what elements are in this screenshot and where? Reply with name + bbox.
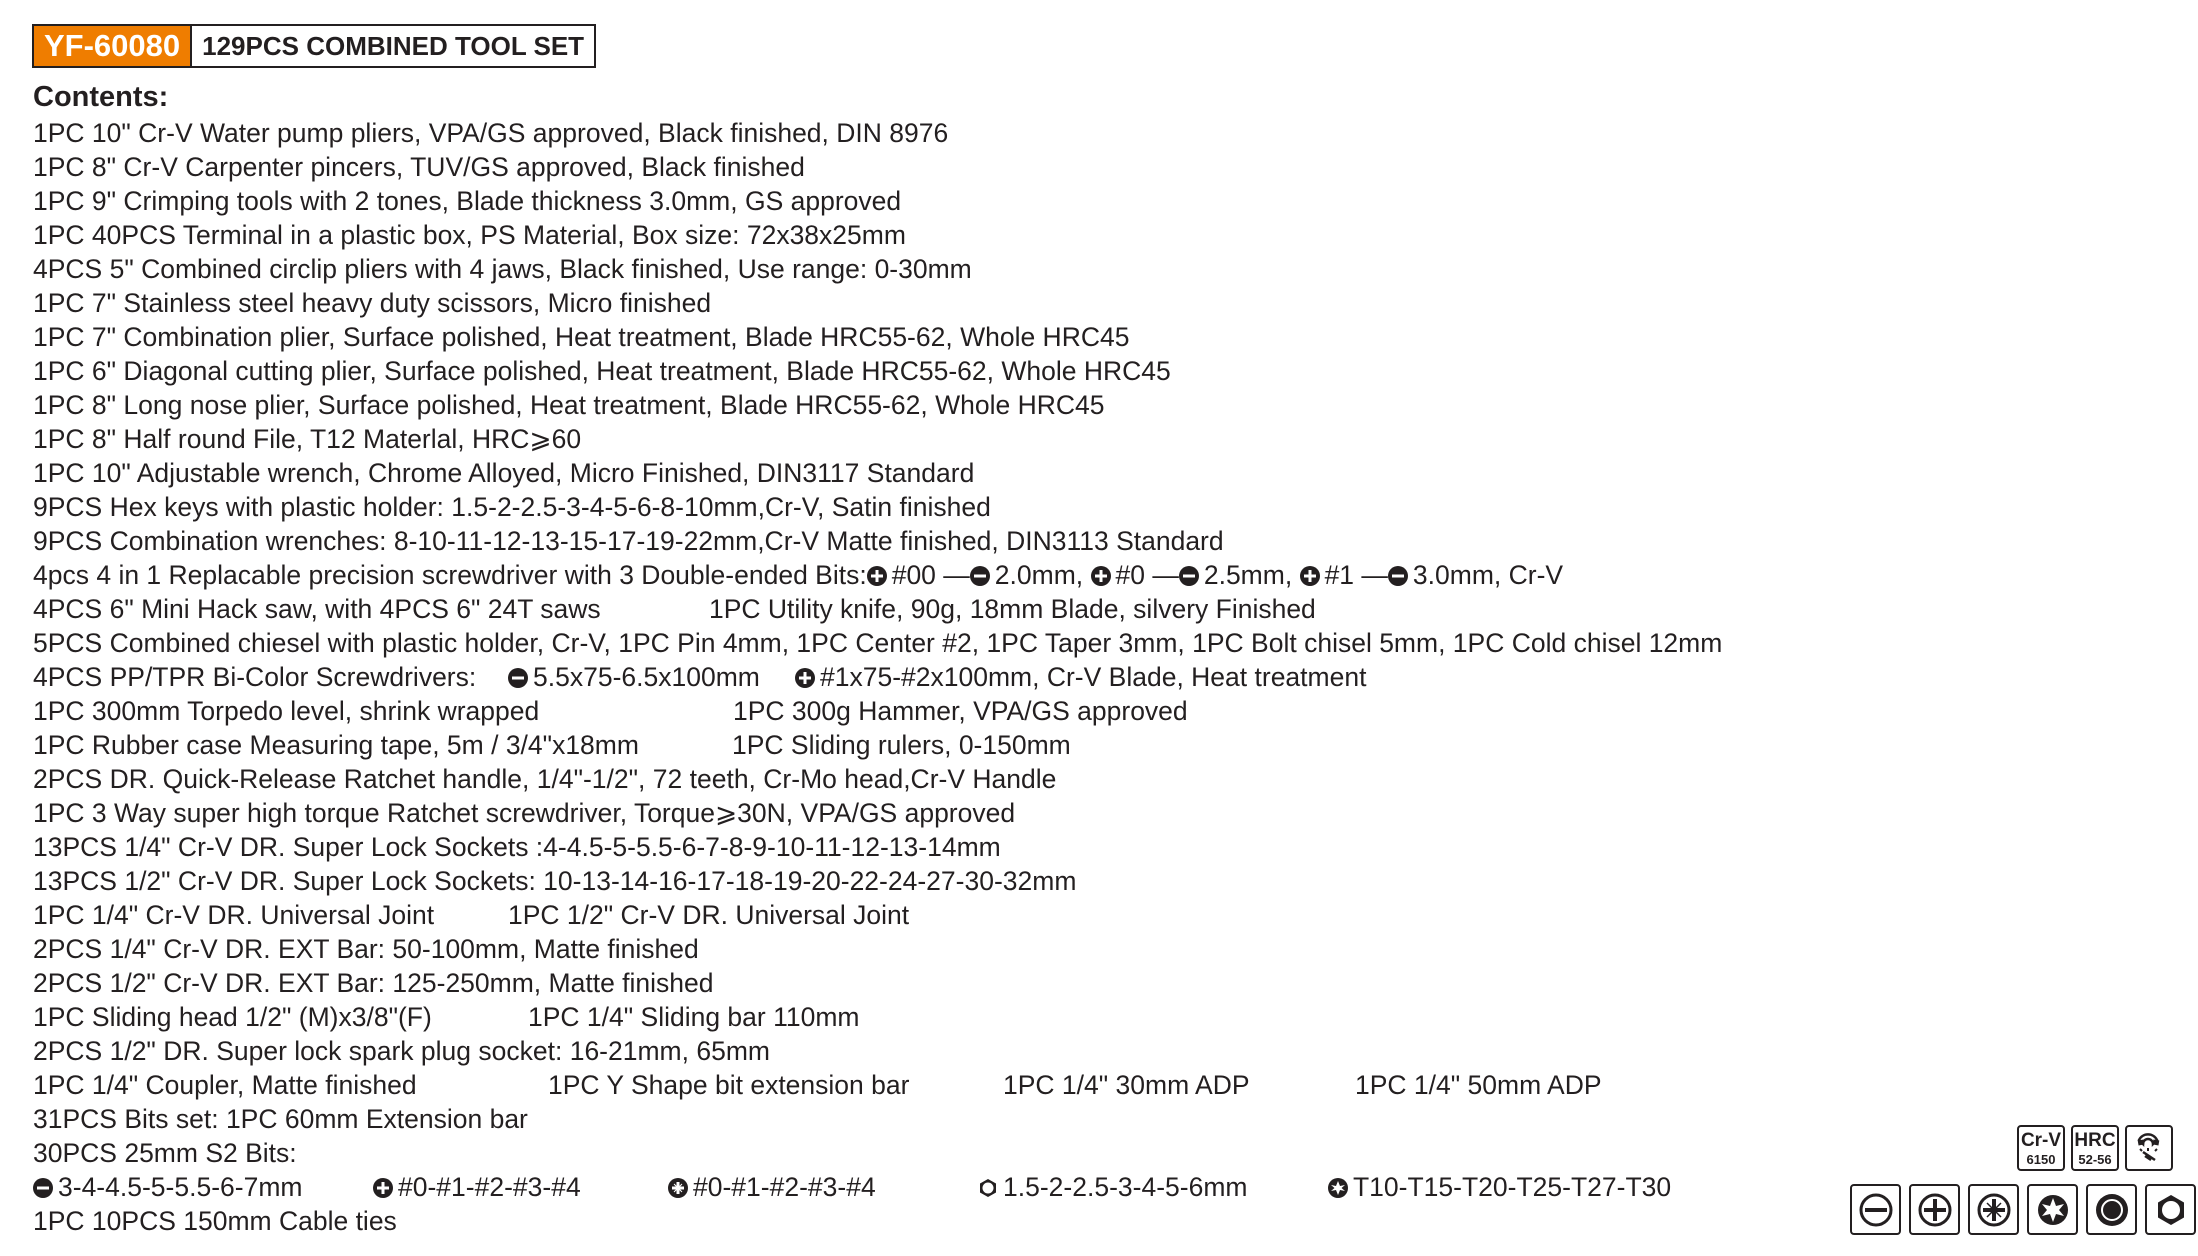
content-item — [795, 660, 1366, 694]
content-item — [33, 660, 476, 694]
pozi-icon — [1968, 1184, 2019, 1235]
phillips-icon — [867, 566, 887, 586]
slot-icon — [1179, 566, 1199, 586]
content-item-text: 2.0mm, — [994, 560, 1091, 590]
content-item-text: T10-T15-T20-T25-T27-T30 — [1353, 1172, 1672, 1202]
content-item-text: 1PC 10" Adjustable wrench, Chrome Alloyed, Micro Finished, DIN3117 Standard — [33, 458, 975, 488]
content-item-text: #0-#1-#2-#3-#4 — [693, 1172, 876, 1202]
content-item-text: 31PCS Bits set: 1PC 60mm Extension bar — [33, 1104, 528, 1134]
content-item — [373, 1170, 581, 1204]
content-line — [33, 626, 2033, 660]
content-item-text: 1PC 7" Combination plier, Surface polished, Heat treatment, Blade HRC55-62, Whole HRC45 — [33, 322, 1130, 352]
content-line — [33, 150, 2033, 184]
content-line — [33, 524, 2033, 558]
phillips-icon — [1091, 566, 1111, 586]
phillips-icon — [795, 668, 815, 688]
crv-badge-label: Cr-V — [2020, 1129, 2062, 1151]
product-header — [32, 24, 596, 68]
content-item — [33, 1068, 417, 1102]
pozi-icon — [668, 1178, 688, 1198]
content-item-text: 1PC 6" Diagonal cutting plier, Surface polished, Heat treatment, Blade HRC55-62, Whole HRC45 — [33, 356, 1171, 386]
magnet-icon — [2125, 1125, 2173, 1171]
content-line — [33, 116, 2033, 150]
content-item-text: 4PCS 6" Mini Hack saw, with 4PCS 6" 24T saws — [33, 594, 601, 624]
content-item-text: #00 — — [891, 560, 970, 590]
content-item-text: 1PC 8" Long nose plier, Surface polished, Heat treatment, Blade HRC55-62, Whole HRC45 — [33, 390, 1105, 420]
content-item-text: 1PC 1/4" 50mm ADP — [1355, 1070, 1602, 1100]
content-item-text: 1PC 1/2" Cr-V DR. Universal Joint — [508, 900, 910, 930]
slot-icon — [1388, 566, 1408, 586]
content-item-text: 1PC Sliding head 1/2" (M)x3/8"(F) — [33, 1002, 432, 1032]
content-line — [33, 1136, 2033, 1170]
hex-icon — [2145, 1184, 2196, 1235]
content-item — [33, 1000, 432, 1034]
spec-badges — [2017, 1125, 2173, 1171]
content-line — [33, 252, 2033, 286]
content-line — [33, 1000, 2033, 1034]
content-line — [33, 354, 2033, 388]
content-item-text: 1PC 10" Cr-V Water pump pliers, VPA/GS approved, Black finished, DIN 8976 — [33, 118, 949, 148]
content-item — [33, 898, 434, 932]
content-item — [668, 1170, 876, 1204]
content-item-text: #0 — — [1115, 560, 1179, 590]
content-line — [33, 592, 2033, 626]
content-item-text: 1PC Utility knife, 90g, 18mm Blade, silvery Finished — [709, 594, 1316, 624]
slot-icon — [970, 566, 990, 586]
tip-type-icons — [1850, 1184, 2196, 1235]
content-item-text: 2.5mm, — [1203, 560, 1300, 590]
content-item-text: 1PC 10PCS 150mm Cable ties — [33, 1206, 397, 1236]
content-item-text: 3.0mm, Cr-V — [1412, 560, 1564, 590]
hrc-badge — [2071, 1125, 2119, 1171]
content-item — [33, 728, 639, 762]
content-item-text: 1PC 8" Half round File, T12 Materlal, HRC⩾60 — [33, 424, 582, 454]
content-item — [1003, 1068, 1250, 1102]
content-item — [33, 592, 601, 626]
content-item-text: 1PC Y Shape bit extension bar — [548, 1070, 910, 1100]
model-number: YF-60080 — [34, 26, 192, 66]
content-item-text: 1PC 300mm Torpedo level, shrink wrapped — [33, 696, 540, 726]
content-item-text: 5PCS Combined chiesel with plastic holder, Cr-V, 1PC Pin 4mm, 1PC Center #2, 1PC Taper 3mm, 1PC Bolt chisel 5mm, 1PC Cold chisel 12mm — [33, 628, 1723, 658]
crv-badge-value: 6150 — [2026, 1151, 2056, 1167]
content-line — [33, 320, 2033, 354]
crv-badge — [2017, 1125, 2065, 1171]
content-item-text: 30PCS 25mm S2 Bits: — [33, 1138, 297, 1168]
content-line — [33, 286, 2033, 320]
content-item — [33, 1170, 302, 1204]
content-line — [33, 490, 2033, 524]
content-line — [33, 864, 2033, 898]
content-line — [33, 796, 2033, 830]
content-line — [33, 558, 2033, 592]
torx-icon — [2027, 1184, 2078, 1235]
content-item-text: 4PCS 5" Combined circlip pliers with 4 jaws, Black finished, Use range: 0-30mm — [33, 254, 972, 284]
content-item-text: 1PC Sliding rulers, 0-150mm — [732, 730, 1071, 760]
content-item — [733, 694, 1188, 728]
content-item-text: 4PCS PP/TPR Bi-Color Screwdrivers: — [33, 662, 477, 692]
content-line — [33, 898, 2033, 932]
content-item-text: 1.5-2-2.5-3-4-5-6mm — [1003, 1172, 1248, 1202]
content-item-text: #1 — — [1324, 560, 1388, 590]
content-item-text: 1PC 1/4" Cr-V DR. Universal Joint — [33, 900, 435, 930]
contents-label: Contents: — [33, 81, 169, 113]
content-line — [33, 830, 2033, 864]
content-line — [33, 660, 2033, 694]
content-line — [33, 932, 2033, 966]
content-item — [548, 1068, 909, 1102]
content-line — [33, 1068, 2033, 1102]
content-line — [33, 1034, 2033, 1068]
phillips-icon — [373, 1178, 393, 1198]
slot-icon — [1850, 1184, 1901, 1235]
content-item — [1328, 1170, 1671, 1204]
content-line — [33, 388, 2033, 422]
content-item-text: 13PCS 1/4" Cr-V DR. Super Lock Sockets :4-4.5-5-5.5-6-7-8-9-10-11-12-13-14mm — [33, 832, 1001, 862]
content-item — [528, 1000, 860, 1034]
content-item-text: 1PC Rubber case Measuring tape, 5m / 3/4"x18mm — [33, 730, 639, 760]
phillips-icon — [1909, 1184, 1960, 1235]
content-item — [732, 728, 1071, 762]
content-item-text: 2PCS 1/2" DR. Super lock spark plug socket: 16-21mm, 65mm — [33, 1036, 770, 1066]
content-line — [33, 728, 2033, 762]
content-line — [33, 422, 2033, 456]
content-item-text: 1PC 9" Crimping tools with 2 tones, Blade thickness 3.0mm, GS approved — [33, 186, 902, 216]
slot-icon — [508, 668, 528, 688]
content-line — [33, 762, 2033, 796]
hrc-badge-value: 52-56 — [2078, 1151, 2112, 1167]
content-item — [508, 660, 760, 694]
content-item-text: 1PC 1/4" Coupler, Matte finished — [33, 1070, 417, 1100]
content-item-text: 1PC 8" Cr-V Carpenter pincers, TUV/GS approved, Black finished — [33, 152, 805, 182]
content-item-text: 2PCS 1/2" Cr-V DR. EXT Bar: 125-250mm, Matte finished — [33, 968, 714, 998]
content-item-text: 4pcs 4 in 1 Replacable precision screwdriver with 3 Double-ended Bits: — [33, 560, 867, 590]
content-item — [709, 592, 1316, 626]
content-item-text: #1x75-#2x100mm, Cr-V Blade, Heat treatment — [820, 662, 1367, 692]
content-line — [33, 218, 2033, 252]
content-item-text: 9PCS Combination wrenches: 8-10-11-12-13-15-17-19-22mm,Cr-V Matte finished, DIN3113 Standard — [33, 526, 1224, 556]
hrc-badge-label: HRC — [2074, 1129, 2116, 1151]
content-item-text: 5.5x75-6.5x100mm — [533, 662, 760, 692]
product-title: 129PCS COMBINED TOOL SET — [192, 26, 594, 66]
content-line — [33, 456, 2033, 490]
content-item-text: 1PC 3 Way super high torque Ratchet screwdriver, Torque⩾30N, VPA/GS approved — [33, 798, 1016, 828]
content-item — [1355, 1068, 1602, 1102]
content-item-text: 1PC 40PCS Terminal in a plastic box, PS Material, Box size: 72x38x25mm — [33, 220, 906, 250]
content-item — [978, 1170, 1247, 1204]
content-item-text: #0-#1-#2-#3-#4 — [398, 1172, 581, 1202]
content-line — [33, 1170, 2033, 1204]
content-item-text: 1PC 7" Stainless steel heavy duty scissors, Micro finished — [33, 288, 712, 318]
content-item-text: 2PCS DR. Quick-Release Ratchet handle, 1/4"-1/2", 72 teeth, Cr-Mo head,Cr-V Handle — [33, 764, 1057, 794]
content-item — [508, 898, 909, 932]
content-item-text: 9PCS Hex keys with plastic holder: 1.5-2-2.5-3-4-5-6-8-10mm,Cr-V, Satin finished — [33, 492, 991, 522]
content-item-text: 1PC 1/4" Sliding bar 110mm — [528, 1002, 860, 1032]
content-item-text: 1PC 1/4" 30mm ADP — [1003, 1070, 1250, 1100]
content-item-text: 3-4-4.5-5-5.5-6-7mm — [58, 1172, 303, 1202]
content-line — [33, 184, 2033, 218]
content-item-text: 2PCS 1/4" Cr-V DR. EXT Bar: 50-100mm, Matte finished — [33, 934, 699, 964]
content-item-text: 13PCS 1/2" Cr-V DR. Super Lock Sockets: 10-13-14-16-17-18-19-20-22-24-27-30-32mm — [33, 866, 1077, 896]
contents-list — [33, 116, 2033, 1238]
content-line — [33, 1102, 2033, 1136]
phillips-icon — [1300, 566, 1320, 586]
content-line — [33, 966, 2033, 1000]
torx-icon — [1328, 1178, 1348, 1198]
content-item-text: 1PC 300g Hammer, VPA/GS approved — [733, 696, 1188, 726]
content-line — [33, 1204, 2033, 1238]
hex-socket-icon — [2086, 1184, 2137, 1235]
content-item — [33, 694, 539, 728]
hex-icon — [978, 1178, 998, 1198]
slot-icon — [33, 1178, 53, 1198]
content-line — [33, 694, 2033, 728]
